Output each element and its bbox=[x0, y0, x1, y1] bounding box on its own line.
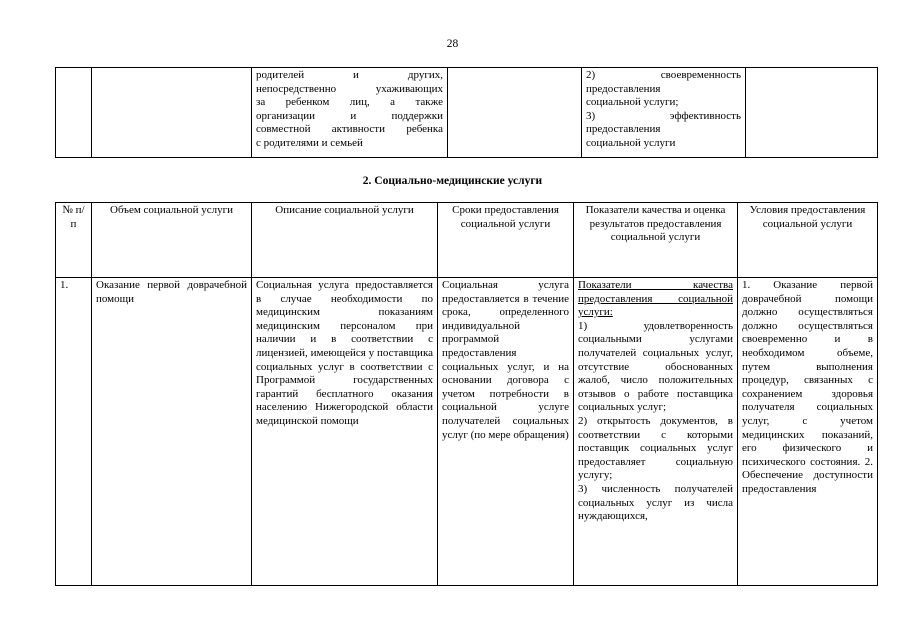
text-line: социальной услуги; bbox=[586, 96, 679, 109]
text-line: родителей и других, bbox=[256, 69, 443, 81]
quality-indicators-cell bbox=[574, 278, 738, 586]
continuation-quality-cell bbox=[582, 68, 746, 158]
table-header-row bbox=[56, 203, 878, 278]
service-conditions-cell: 1. Оказание первой доврачебной помощи должно осуществляться должно осуществляться своевременно и в необходимом объеме, путем выполнения процедур, связанных с сохранением здоровья получателя социальных услуг, с учетом медицинских показаний, его физического и психического состояния. 2. Обеспечение доступности предоставления bbox=[738, 278, 878, 586]
quality-heading: Показатели качества предоставления социальной услуги: bbox=[578, 279, 733, 319]
text-line: 3) эффективность bbox=[586, 109, 741, 122]
section-title: 2. Социально-медицинские услуги bbox=[362, 175, 543, 187]
column-header-description: Описание социальной услуги bbox=[252, 203, 438, 278]
table-cell bbox=[92, 68, 252, 158]
text-line: совместной активности ребенка bbox=[256, 123, 443, 136]
table-cell bbox=[448, 68, 582, 158]
row-number-cell: 1. bbox=[56, 278, 92, 586]
text-line: с родителями и семьей bbox=[256, 136, 363, 149]
column-header-conditions: Условия предоставления социальной услуги bbox=[738, 203, 878, 278]
table-row bbox=[56, 278, 878, 586]
text-line: предоставления bbox=[586, 123, 661, 136]
text-line: за ребенком лиц, а также bbox=[256, 96, 443, 109]
services-table bbox=[55, 202, 878, 586]
table-cell bbox=[56, 68, 92, 158]
column-header-terms: Сроки предоставления социальной услуги bbox=[438, 203, 574, 278]
text-line: социальной услуги bbox=[586, 136, 676, 149]
service-volume-cell: Оказание первой доврачебной помощи bbox=[92, 278, 252, 586]
text-line: 2) своевременность bbox=[586, 69, 741, 81]
page-number: 28 bbox=[446, 38, 459, 50]
quality-item: 2) открытость документов, в соответствии с которыми поставщик социальных услуг предоставляет социальную услугу; bbox=[578, 414, 733, 482]
table-cell bbox=[746, 68, 878, 158]
column-header-volume: Объем социальной услуги bbox=[92, 203, 252, 278]
service-terms-cell: Социальная услуга предоставляется в течение срока, определенного индивидуальной программой предоставления социальных услуг, и на основании договора с учетом потребности в социальной услуге получателей социальных услуг (по мере обращения) bbox=[438, 278, 574, 586]
service-description-cell: Социальная услуга предоставляется в случае необходимости по медицинским показаниям медицинским персоналом при наличии и в соответствии с лицензией, имеющейся у поставщика социальных услуг в соответствии с Программой государственных гарантий бесплатного оказания населению Нижегородской области медицинской помощи bbox=[252, 278, 438, 586]
column-header-number: № п/п bbox=[56, 203, 92, 278]
continuation-table bbox=[55, 67, 878, 158]
text-line: организации и поддержки bbox=[256, 109, 443, 122]
quality-item: 3) численность получателей социальных услуг из числа нуждающихся, bbox=[578, 482, 733, 523]
text-line: непосредственно ухаживающих bbox=[256, 82, 443, 95]
continuation-description-cell bbox=[252, 68, 448, 158]
table-row bbox=[56, 68, 878, 158]
column-header-quality: Показатели качества и оценка результатов предоставления социальной услуги bbox=[574, 203, 738, 278]
text-line: предоставления bbox=[586, 82, 661, 95]
quality-item: 1) удовлетворенность социальными услугами получателей социальных услуг, отсутствие обоснованных жалоб, число положительных отзывов о работе поставщика социальных услуг; bbox=[578, 319, 733, 414]
